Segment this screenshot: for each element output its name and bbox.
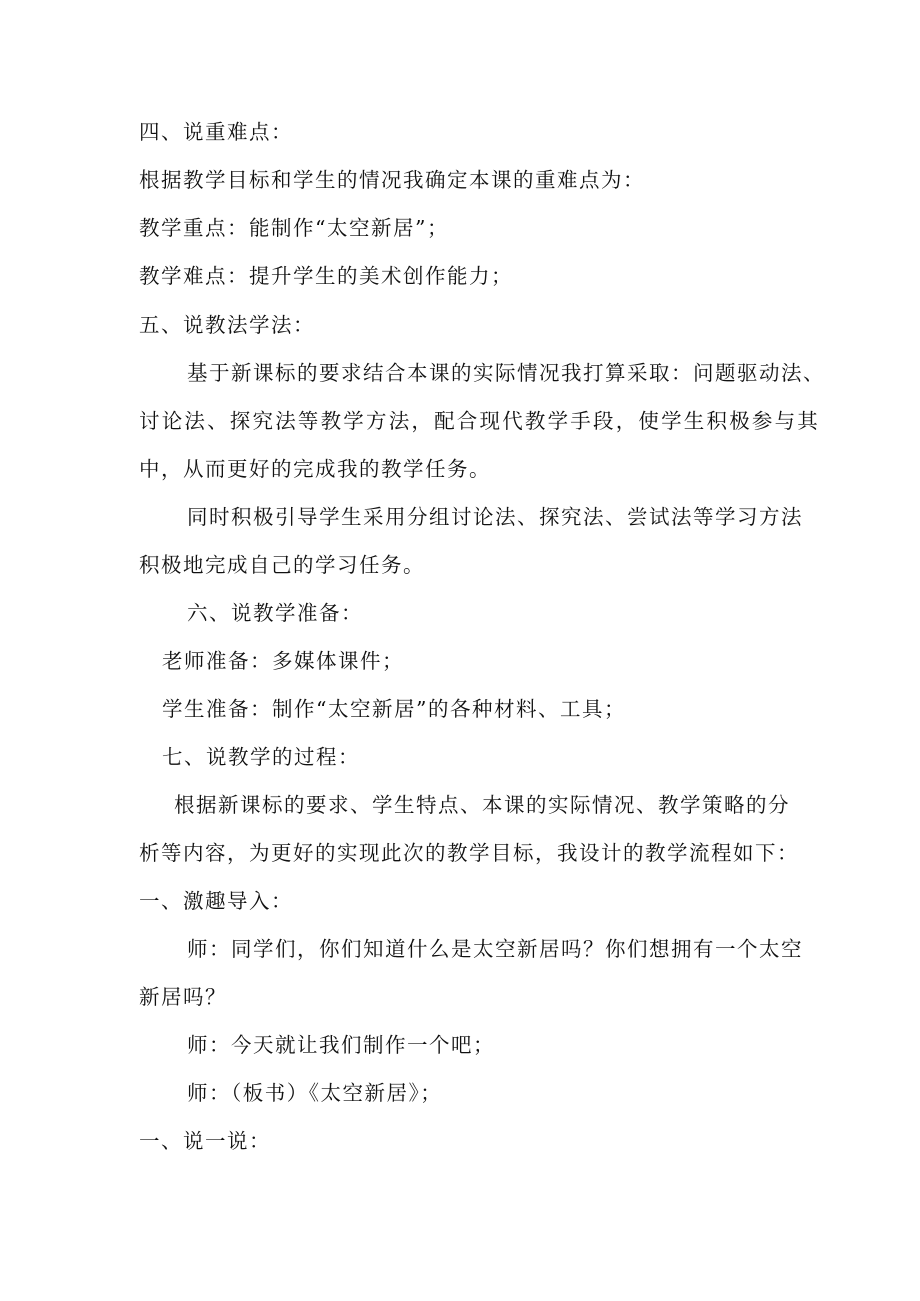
paragraph-line: 学生准备：制作“太空新居”的各种材料、工具；: [162, 697, 626, 721]
paragraph-line: 基于新课标的要求结合本课的实际情况我打算采取：问题驱动法、: [187, 361, 825, 385]
paragraph-line: 师：今天就让我们制作一个吧；: [187, 1033, 495, 1057]
paragraph-line: 教学难点：提升学生的美术创作能力；: [139, 264, 513, 288]
paragraph-line: 老师准备：多媒体课件；: [162, 649, 404, 673]
paragraph-line: 师：（板书）《太空新居》；: [187, 1081, 443, 1105]
paragraph-line: 析等内容，为更好的实现此次的教学目标，我设计的教学流程如下：: [139, 841, 799, 865]
heading-methods: 五、说教法学法：: [139, 313, 315, 337]
paragraph-line: 中，从而更好的完成我的教学任务。: [139, 457, 491, 481]
paragraph-line: 积极地完成自己的学习任务。: [139, 553, 425, 577]
heading-discussion: 一、说一说：: [139, 1129, 271, 1153]
heading-intro: 一、激趣导入：: [139, 889, 293, 913]
paragraph-line: 新居吗？: [139, 985, 227, 1009]
paragraph-line: 师：同学们，你们知道什么是太空新居吗？你们想拥有一个太空: [187, 937, 803, 961]
paragraph-line: 根据新课标的要求、学生特点、本课的实际情况、教学策略的分: [174, 793, 790, 817]
heading-key-points: 四、说重难点：: [139, 120, 293, 144]
paragraph-line: 同时积极引导学生采用分组讨论法、探究法、尝试法等学习方法: [187, 505, 803, 529]
heading-process: 七、说教学的过程：: [162, 745, 360, 769]
paragraph-line: 讨论法、探究法等教学方法，配合现代教学手段，使学生积极参与其: [139, 409, 820, 433]
heading-preparation: 六、说教学准备：: [187, 601, 363, 625]
paragraph-line: 根据教学目标和学生的情况我确定本课的重难点为：: [139, 168, 645, 192]
paragraph-line: 教学重点：能制作“太空新居”；: [139, 216, 449, 240]
